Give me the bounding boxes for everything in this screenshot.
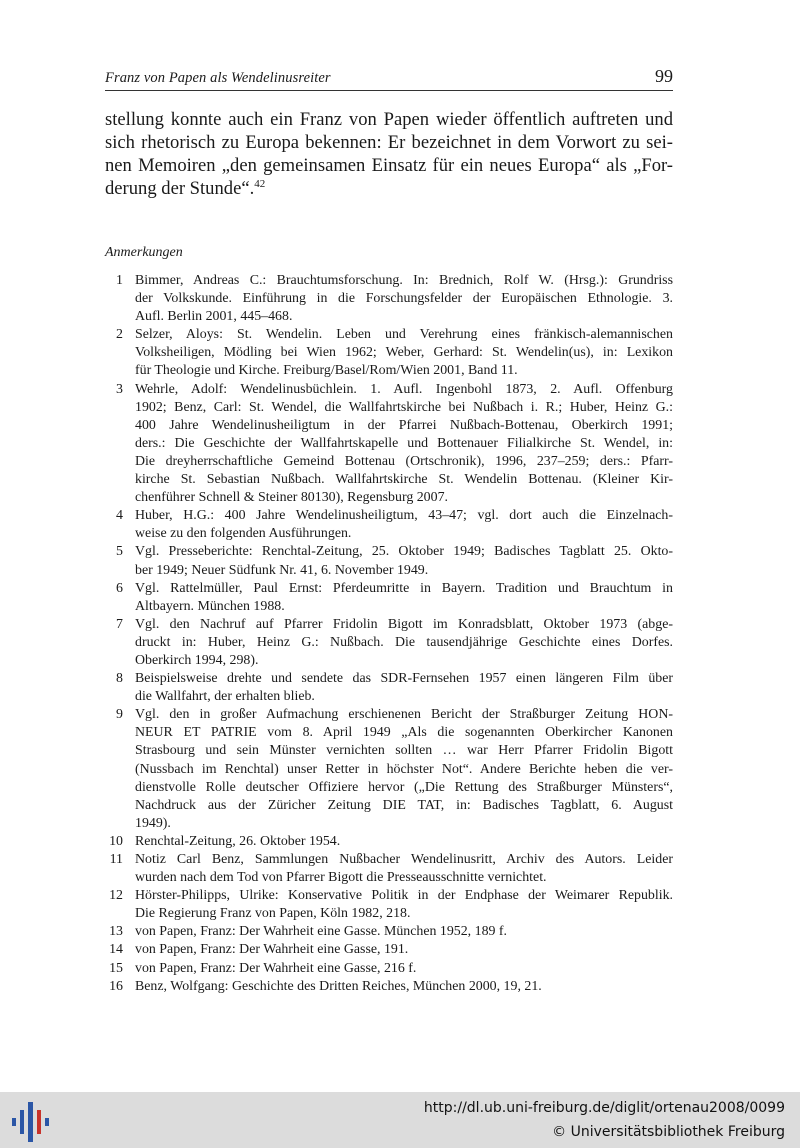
note-item <box>105 923 673 941</box>
note-line: Vgl. Presseberichte: Renchtal-Zeitung, 25. Oktober 1949; Badisches Tagblatt 25. Okto- <box>135 544 673 560</box>
note-text <box>135 887 673 923</box>
note-line: Volksheiligen, Mödling bei Wien 1962; Weber, Gerhard: St. Wendelin(us), in: Lexikon <box>135 345 673 361</box>
note-line: Die Regierung Franz von Papen, Köln 1982, 218. <box>135 906 411 922</box>
note-text <box>135 923 673 941</box>
note-line: Renchtal-Zeitung, 26. Oktober 1954. <box>135 833 341 849</box>
note-line: Notiz Carl Benz, Sammlungen Nußbacher Wendelinusritt, Archiv des Autors. Leider <box>135 852 673 867</box>
note-text <box>135 272 673 326</box>
note-number: 8 <box>116 671 123 687</box>
note-text <box>135 960 673 978</box>
page-number: 99 <box>655 66 673 86</box>
note-text <box>135 580 673 616</box>
note-line: Hörster-Philipps, Ulrike: Konservative Politik in der Endphase der Weimarer Republik. <box>135 888 673 904</box>
note-text <box>135 670 673 706</box>
body-paragraph <box>105 108 673 200</box>
note-line: Aufl. Berlin 2001, 445–468. <box>135 309 293 325</box>
note-line: 400 Jahre Wendelinusheiligtum in der Pfarrei Nußbach-Bottenau, Oberkirch 1991; <box>135 417 673 433</box>
note-line: von Papen, Franz: Der Wahrheit eine Gasse, 191. <box>135 942 409 958</box>
note-line: ders.: Die Geschichte der Wallfahrtskapelle und Bottenauer Filialkirche St. Wendel, in: <box>135 435 673 451</box>
note-line: Vgl. den Nachruf auf Pfarrer Fridolin Bigott im Konradsblatt, Oktober 1973 (abge- <box>135 616 673 632</box>
note-line: die Wallfahrt, der erhalten blieb. <box>135 689 315 705</box>
note-text <box>135 978 673 996</box>
note-line: Benz, Wolfgang: Geschichte des Dritten Reiches, München 2000, 19, 21. <box>135 978 542 994</box>
note-text <box>135 941 673 959</box>
note-item <box>105 851 673 887</box>
note-text <box>135 706 673 833</box>
note-number: 14 <box>109 942 123 958</box>
note-number: 16 <box>109 978 123 994</box>
note-line: chenführer Schnell & Steiner 80130), Regensburg 2007. <box>135 490 448 506</box>
note-line: kirche St. Sebastian Nußbach. Wallfahrtskirche St. Wendelin Bottenau. (Kleiner Kir- <box>135 472 673 488</box>
notes-list <box>105 272 673 996</box>
footnote-reference[interactable]: 42 <box>254 177 266 190</box>
note-item <box>105 960 673 978</box>
note-number: 5 <box>116 544 123 560</box>
note-line: der Volkskunde. Einführung in die Forschungsfelder der Europäischen Ethnologie. 3. <box>135 291 673 307</box>
note-line: Oberkirch 1994, 298). <box>135 652 259 668</box>
note-number: 13 <box>109 924 123 940</box>
note-line: NEUR ET PATRIE vom 8. April 1949 „Als die sogenannten Oberkircher Kanonen <box>135 725 673 741</box>
ub-freiburg-logo-icon[interactable] <box>10 1100 52 1144</box>
note-line: Strasbourg und sein Münster vernichten sollten … war Herr Pfarrer Fridolin Bigott <box>135 743 673 759</box>
body-line: sich rhetorisch zu Europa bekennen: Er bezeichnet in dem Vorwort zu sei- <box>105 132 673 153</box>
note-line: Die dreyherrschaftliche Gemeind Bottenau (Ortschronik), 1996, 237–259; ders.: Pfarr- <box>135 453 673 469</box>
footer-copyright: © Universitätsbibliothek Freiburg <box>552 1124 785 1140</box>
note-number: 11 <box>109 852 123 867</box>
note-line: Huber, H.G.: 400 Jahre Wendelinusheiligtum, 43–47; vgl. dort auch die Einzelnach- <box>135 508 673 524</box>
note-line: dienstvolle Rolle deutscher Offiziere hervor („Die Rettung des Straßburger Münsters“, <box>135 779 673 795</box>
note-item <box>105 616 673 670</box>
note-line: Nachdruck aus der Züricher Zeitung DIE TAT, in: Badisches Tagblatt, 6. August <box>135 797 673 813</box>
note-number: 4 <box>116 508 123 524</box>
body-line <box>105 177 673 200</box>
note-item <box>105 941 673 959</box>
note-line: druckt in: Huber, Heinz G.: Nußbach. Die tausendjährige Geschichte eines Dorfes. <box>135 634 673 650</box>
note-line: weise zu den folgenden Ausführungen. <box>135 526 352 542</box>
body-line: stellung konnte auch ein Franz von Papen wieder öffentlich auftreten und <box>105 109 673 130</box>
note-line: Vgl. Rattelmüller, Paul Ernst: Pferdeumritte in Bayern. Tradition und Brauchtum in <box>135 580 673 596</box>
body-line-text: derung der Stunde“. <box>105 178 255 199</box>
note-text <box>135 616 673 670</box>
note-number: 9 <box>116 707 123 723</box>
note-item <box>105 580 673 616</box>
footer-url-link[interactable]: http://dl.ub.uni-freiburg.de/diglit/ortenau2008/0099 <box>423 1100 785 1116</box>
running-head <box>105 68 673 91</box>
note-text <box>135 326 673 380</box>
note-number: 7 <box>116 616 123 632</box>
note-line: Vgl. den in großer Aufmachung erschienenen Bericht der Straßburger Zeitung HON- <box>135 707 673 723</box>
note-item <box>105 272 673 326</box>
note-line: Bimmer, Andreas C.: Brauchtumsforschung. In: Brednich, Rolf W. (Hrsg.): Grundriss <box>135 273 673 288</box>
note-line: Wehrle, Adolf: Wendelinusbüchlein. 1. Aufl. Ingenbohl 1873, 2. Aufl. Offenburg <box>135 381 673 397</box>
note-number: 3 <box>116 381 123 397</box>
note-line: wurden nach dem Tod von Pfarrer Bigott die Presseausschnitte vernichtet. <box>135 870 547 886</box>
note-number: 1 <box>116 273 123 288</box>
footer-bar <box>0 1092 800 1148</box>
note-item <box>105 706 673 833</box>
note-text <box>135 507 673 543</box>
note-item <box>105 670 673 706</box>
note-text <box>135 851 673 887</box>
note-line: für Theologie und Kirche. Freiburg/Basel/Rom/Wien 2001, Band 11. <box>135 363 518 379</box>
note-text <box>135 381 673 508</box>
notes-heading: Anmerkungen <box>105 245 183 260</box>
note-text <box>135 833 673 851</box>
note-number: 6 <box>116 580 123 596</box>
note-line: Beispielsweise drehte und sendete das SDR-Fernsehen 1957 einen längeren Film über <box>135 671 673 687</box>
note-line: Altbayern. München 1988. <box>135 598 285 614</box>
note-line: Selzer, Aloys: St. Wendelin. Leben und Verehrung eines fränkisch-alemannischen <box>135 327 673 343</box>
note-item <box>105 978 673 996</box>
note-line: von Papen, Franz: Der Wahrheit eine Gasse. München 1952, 189 f. <box>135 924 508 940</box>
note-line: von Papen, Franz: Der Wahrheit eine Gasse, 216 f. <box>135 960 417 976</box>
note-text <box>135 543 673 579</box>
note-line: 1949). <box>135 815 171 831</box>
note-number: 10 <box>109 833 123 849</box>
note-item <box>105 543 673 579</box>
note-number: 2 <box>116 327 123 343</box>
note-number: 12 <box>109 888 123 904</box>
note-item <box>105 381 673 508</box>
note-item <box>105 507 673 543</box>
note-line: ber 1949; Neuer Südfunk Nr. 41, 6. November 1949. <box>135 562 429 578</box>
note-item <box>105 833 673 851</box>
note-line: (Nussbach im Renchtal) unser Retter in höchster Not“. Andere Berichte heben die ver- <box>135 761 673 777</box>
body-line: nen Memoiren „den gemeinsamen Einsatz für ein neues Europa“ als „For- <box>105 155 673 176</box>
note-number: 15 <box>109 960 123 976</box>
note-item <box>105 326 673 380</box>
note-line: 1902; Benz, Carl: St. Wendel, die Wallfahrtskirche bei Nußbach i. R.; Huber, Heinz G.: <box>135 399 673 415</box>
note-item <box>105 887 673 923</box>
running-title: Franz von Papen als Wendelinusreiter <box>105 70 331 86</box>
